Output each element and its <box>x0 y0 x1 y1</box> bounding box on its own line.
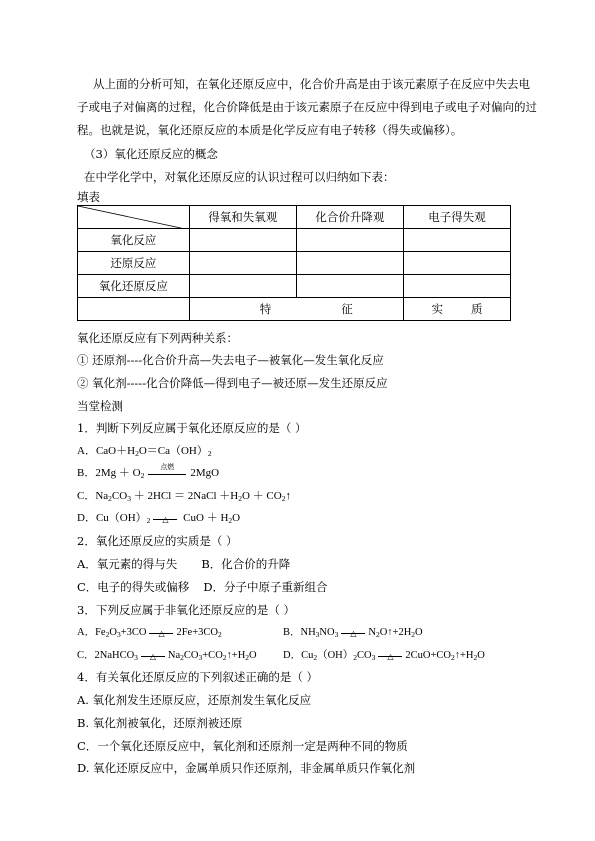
subscript: 2 <box>353 653 358 662</box>
subscript: 2 <box>228 516 233 525</box>
text: O ＋ CO <box>241 490 282 502</box>
essence-label-2: 质 <box>470 302 483 316</box>
table-cell[interactable] <box>189 275 296 298</box>
relations-heading: 氧化还原反应有下列两种关系： <box>77 331 238 345</box>
text: D．Cu <box>283 650 314 661</box>
text: B．2Mg ＋ O <box>77 467 141 479</box>
subscript: 3 <box>371 653 376 662</box>
table-cell[interactable] <box>296 275 403 298</box>
question-1: 1．判断下列反应属于氧化还原反应的是（ ） <box>77 421 307 435</box>
subscript: 2 <box>140 471 145 480</box>
subscript: 2 <box>105 630 110 639</box>
delta-icon: △ <box>387 652 394 661</box>
section-heading: （3）氧化还原反应的概念 <box>84 147 218 161</box>
subscript: 2 <box>375 630 380 639</box>
q1-option-b[interactable] <box>77 463 220 483</box>
heat-condition-icon <box>339 625 367 640</box>
q2-row-1 <box>77 557 290 572</box>
text: +CO <box>202 650 223 661</box>
diagonal-header-cell <box>78 206 190 229</box>
row-label: 氧化还原反应 <box>78 275 190 298</box>
text: O＝Ca（OH） <box>138 445 208 457</box>
subscript: 2 <box>217 630 222 639</box>
text: D．Cu（OH） <box>77 512 147 524</box>
intro-line-2: 子或电子对偏离的过程，化合价降低是由于该元素原子在反应中得到电子或电子对偏向的过 <box>77 100 537 114</box>
subscript: 2 <box>146 516 151 525</box>
text: ↑+H <box>226 650 246 661</box>
condition-bar <box>148 474 186 475</box>
text: +3CO <box>120 627 147 638</box>
subscript: 2 <box>238 494 242 503</box>
text: 2Fe+3CO <box>176 627 218 638</box>
q1-option-d[interactable] <box>77 511 240 528</box>
text: NO <box>319 627 335 638</box>
quiz-heading: 当堂检测 <box>77 399 123 413</box>
question-2: 2．氧化还原反应的实质是（ ） <box>77 534 238 548</box>
essence-label-1: 实 <box>431 302 443 316</box>
text: O <box>477 650 485 661</box>
subscript: 3 <box>334 630 339 639</box>
subscript: 3 <box>198 653 203 662</box>
subscript: 2 <box>108 494 112 503</box>
heat-condition-icon <box>151 511 179 526</box>
q4-option-c[interactable]: C．一个氧化还原反应中，氧化剂和还原剂一定是两种不同的物质 <box>77 739 408 753</box>
relation-1: ① 还原剂----化合价升高—失去电子—被氧化—发生氧化反应 <box>77 353 384 367</box>
text: （OH） <box>317 650 354 661</box>
subscript: 2 <box>450 653 455 662</box>
q2-option-b[interactable]: B．化合价的升降 <box>201 557 291 571</box>
table-cell[interactable] <box>296 229 403 252</box>
q1-option-a[interactable] <box>77 444 212 461</box>
gas-arrow-icon: ↑ <box>285 490 291 502</box>
relation-2: ② 氧化剂-----化合价降低—得到电子—被还原—发生还原反应 <box>77 376 388 390</box>
subscript: 2 <box>207 449 212 458</box>
table-header: 得氧和失氧观 <box>189 206 296 229</box>
table-row <box>78 252 511 275</box>
q4-option-b[interactable]: B. 氧化剂被氧化，还原剂被还原 <box>77 716 243 730</box>
row-label: 还原反应 <box>78 252 190 275</box>
q4-option-d[interactable]: D. 氧化还原反应中，金属单质只作还原剂，非金属单质只作氧化剂 <box>77 761 416 775</box>
heat-condition-icon <box>376 648 404 663</box>
text: 2CuO+CO <box>405 650 451 661</box>
delta-icon: △ <box>350 629 357 638</box>
feature-cell <box>189 298 403 321</box>
table-header: 化合价升降观 <box>296 206 403 229</box>
text: C．Na <box>77 490 109 502</box>
delta-icon: △ <box>158 629 165 638</box>
subscript: 2 <box>473 653 478 662</box>
subscript: 3 <box>116 630 121 639</box>
subscript: 2 <box>281 494 286 503</box>
subscript: 2 <box>222 653 227 662</box>
condition-bar <box>141 656 165 657</box>
reaction-condition-arrow <box>146 463 188 481</box>
text: O↑+2H <box>379 627 412 638</box>
feature-label-1: 特 <box>259 302 272 316</box>
concept-table <box>77 205 511 321</box>
intro-line-1: 从上面的分析可知，在氧化还原反应中，化合价升高是由于该元素原子在反应中失去电 <box>93 77 530 91</box>
q3-option-d[interactable] <box>283 648 485 665</box>
feature-label-2: 征 <box>341 302 353 316</box>
table-row <box>78 229 511 252</box>
table-cell[interactable] <box>403 229 510 252</box>
condition-bar <box>149 633 173 634</box>
essence-cell <box>403 298 510 321</box>
subscript: 2 <box>180 653 184 662</box>
q2-option-a[interactable]: A．氧元素的得与失 <box>77 557 178 571</box>
q2-option-d[interactable]: D．分子中原子重新组合 <box>203 580 328 594</box>
subscript: 2 <box>411 630 416 639</box>
q2-option-c[interactable]: C．电子的得失或偏移 <box>77 580 190 594</box>
text: CuO ＋ H <box>180 512 229 524</box>
text: A．CaO＋H <box>77 445 136 457</box>
text: 2MgO <box>190 467 220 479</box>
text: CO <box>357 650 372 661</box>
table-cell[interactable] <box>189 229 296 252</box>
text: ＋ 2HCl ＝ 2NaCl ＋H <box>130 490 239 502</box>
table-header: 电子得失观 <box>403 206 510 229</box>
subscript: 3 <box>134 653 138 662</box>
table-footer-row <box>78 298 511 321</box>
section-desc: 在中学化学中，对氧化还原反应的认识过程可以归纳如下表： <box>84 170 395 184</box>
q3-option-c[interactable] <box>77 648 257 665</box>
condition-label: 点燃 <box>160 463 175 471</box>
text: Na <box>167 650 181 661</box>
table-cell[interactable] <box>78 298 190 321</box>
subscript: 3 <box>315 630 320 639</box>
row-label: 氧化反应 <box>78 229 190 252</box>
heat-condition-icon <box>139 648 167 663</box>
text: C．2NaHCO <box>77 650 135 661</box>
q3-option-b[interactable] <box>283 625 423 642</box>
text: O <box>415 627 423 638</box>
heat-condition-icon <box>147 625 175 640</box>
subscript: 3 <box>127 494 131 503</box>
intro-line-3: 程。也就是说，氧化还原反应的本质是化学反应有电子转移（得失或偏移）。 <box>77 123 463 137</box>
table-row <box>78 275 511 298</box>
table-header-row <box>78 206 511 229</box>
subscript: 2 <box>245 653 250 662</box>
delta-icon: △ <box>149 652 157 661</box>
diagonal-line <box>78 206 189 229</box>
condition-bar <box>153 519 177 520</box>
table-cell[interactable] <box>403 252 510 275</box>
text: O <box>249 650 257 661</box>
text: O <box>109 627 117 638</box>
q1-option-c[interactable] <box>77 489 291 506</box>
fill-table-label: 填表 <box>77 190 100 204</box>
q4-option-a[interactable]: A. 氧化剂发生还原反应，还原剂发生氧化反应 <box>77 693 312 707</box>
subscript: 2 <box>313 653 318 662</box>
table-cell[interactable] <box>296 252 403 275</box>
condition-bar <box>341 633 365 634</box>
question-4: 4．有关氧化还原反应的下列叙述正确的是（ ） <box>77 670 318 684</box>
table-cell[interactable] <box>403 275 510 298</box>
text: CO <box>183 650 199 661</box>
text: CO <box>111 490 128 502</box>
table-cell[interactable] <box>189 252 296 275</box>
text: ↑+H <box>454 650 474 661</box>
subscript: 2 <box>135 449 139 458</box>
text: N <box>368 627 376 638</box>
condition-bar <box>378 656 402 657</box>
q2-row-2 <box>77 580 328 595</box>
text: A．Fe <box>77 627 106 638</box>
question-3: 3．下列反应属于非氧化还原反应的是（ ） <box>77 603 295 617</box>
q3-option-a[interactable] <box>77 625 222 642</box>
text: B．NH <box>283 627 316 638</box>
delta-icon: △ <box>162 515 169 524</box>
text: O <box>232 512 241 524</box>
